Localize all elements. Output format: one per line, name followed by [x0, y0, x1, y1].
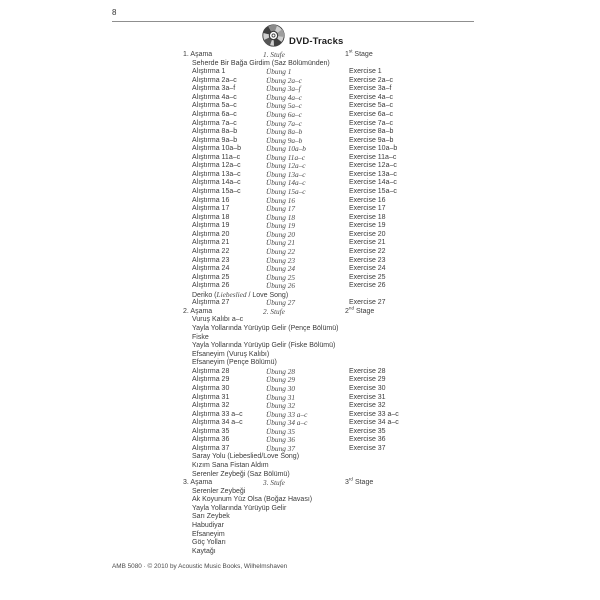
track-row: [183, 299, 399, 308]
track-row: [183, 522, 399, 531]
track-row: [183, 316, 399, 325]
track-title-tr: Alıştırma 11a–c: [192, 153, 241, 161]
track-title-de: [263, 531, 345, 540]
stage-title-de: 2. Stufe: [263, 306, 285, 316]
track-title-en: Exercise 34 a–c: [349, 419, 399, 427]
track-title-en: Exercise 3a–f: [349, 85, 392, 93]
track-title-en: [345, 453, 349, 462]
track-title-en: Exercise 15a–c: [349, 188, 397, 195]
track-title-tr: Alıştırma 25: [192, 273, 230, 281]
track-title-en: Exercise 27: [349, 299, 386, 307]
track-title-de: Übung 24: [266, 264, 295, 274]
track-title-tr: Yayla Yollarında Yürüyüp Gelir (Fiske Bölümü): [192, 342, 336, 350]
track-title-de: Übung 37: [266, 443, 295, 453]
track-title-tr: Serenler Zeybeği (Saz Bölümü): [192, 470, 290, 478]
track-title-de: Übung 3a–f: [266, 84, 301, 94]
dvd-tracks-table: [183, 48, 399, 556]
track-title-de: Übung 9a–b: [266, 135, 303, 145]
track-title-tr: Alıştırma 9a–b: [192, 136, 238, 144]
track-title-en: [345, 334, 349, 343]
track-title-en: Exercise 25: [349, 273, 386, 281]
track-title-de: [263, 453, 345, 462]
track-row: [183, 488, 399, 497]
footer-imprint: AMB 5080 · © 2010 by Acoustic Music Books, Wilhelmshaven: [112, 563, 288, 570]
track-title-en: Exercise 18: [349, 213, 386, 221]
stage-title-tr: 3. Aşama: [183, 479, 213, 487]
track-title-en: Exercise 20: [349, 230, 386, 238]
track-title-tr: Kaytağı: [192, 547, 216, 555]
track-title-tr: Alıştırma 10a–b: [192, 145, 242, 153]
track-title-tr: Alıştırma 23: [192, 256, 230, 264]
track-title-tr: Alıştırma 14a–c: [192, 179, 241, 187]
track-row: [183, 539, 399, 548]
track-title-de: Übung 4a–c: [266, 92, 302, 102]
track-title-de: Übung 26: [266, 281, 295, 291]
track-title-en: Exercise 9a–b: [349, 136, 394, 144]
track-title-de: Übung 33 a–c: [266, 409, 308, 419]
track-title-tr: Alıştırma 22: [192, 247, 230, 255]
track-row: [183, 325, 399, 334]
track-title-tr: Serenler Zeybeği: [192, 487, 246, 495]
track-title-de: [263, 548, 345, 557]
track-title-en: Exercise 28: [349, 367, 386, 375]
track-title-de: [263, 462, 345, 471]
track-row: [183, 453, 399, 462]
track-title-de: [263, 513, 345, 522]
track-title-tr: Alıştırma 36: [192, 436, 230, 444]
track-title-de: [263, 496, 345, 505]
track-title-en: [345, 342, 349, 351]
track-title-tr: Alıştırma 2a–c: [192, 76, 237, 84]
track-title-de: Übung 19: [266, 221, 295, 231]
track-title-de: Übung 27: [266, 298, 295, 308]
track-title-tr: Alıştırma 24: [192, 265, 230, 273]
track-title-tr: Alıştırma 34 a–c: [192, 419, 243, 427]
track-title-de: Übung 17: [266, 204, 295, 214]
track-title-en: Exercise 5a–c: [349, 102, 393, 110]
stage-header-row: [183, 305, 399, 317]
track-title-tr: Alıştırma 28: [192, 367, 230, 375]
track-title-en: Exercise 36: [349, 436, 386, 444]
track-title-de: Übung 32: [266, 401, 295, 411]
track-title-de: [263, 539, 345, 548]
track-title-de: Übung 10a–b: [266, 144, 306, 154]
track-title-de: Übung 31: [266, 392, 295, 402]
track-title-en: Exercise 6a–c: [349, 110, 393, 118]
track-title-de: Übung 30: [266, 383, 295, 393]
track-title-de: Übung 5a–c: [266, 101, 302, 111]
track-title-tr: Alıştırma 13a–c: [192, 170, 241, 178]
track-title-en: Exercise 13a–c: [349, 170, 397, 178]
track-title-de: Übung 23: [266, 255, 295, 265]
track-title-en: Exercise 10a–b: [349, 145, 398, 153]
track-title-tr: Alıştırma 6a–c: [192, 110, 237, 118]
track-title-en: Exercise 35: [349, 427, 386, 435]
track-row: [183, 282, 399, 291]
track-title-tr: Alıştırma 33 a–c: [192, 410, 243, 418]
track-title-tr: Alıştırma 12a–c: [192, 162, 241, 170]
track-title-tr: Sarı Zeybek: [192, 513, 230, 521]
track-title-tr: Alıştırma 27: [192, 299, 230, 307]
track-title-tr: Alıştırma 37: [192, 444, 230, 452]
track-title-en: Exercise 21: [349, 239, 386, 247]
dvd-disc-icon: [260, 22, 287, 49]
track-row: [183, 462, 399, 471]
track-row: [183, 505, 399, 514]
track-title-en: Exercise 29: [349, 376, 386, 384]
track-title-en: Exercise 8a–b: [349, 128, 394, 136]
stage-title-tr: 2. Aşama: [183, 307, 213, 315]
stage-title-de: 3. Stufe: [263, 478, 285, 488]
dvd-tracks-header: [260, 22, 343, 49]
track-title-en: [345, 531, 349, 540]
track-row: [183, 445, 399, 454]
track-title-en: Exercise 2a–c: [349, 76, 393, 84]
track-row: [183, 548, 399, 557]
track-title-de: Übung 18: [266, 212, 295, 222]
track-title-tr: Seherde Bir Bağa Girdim (Saz Bölümünden): [192, 59, 330, 67]
track-title-de: Übung 14a–c: [266, 178, 306, 188]
track-title-de: Übung 8a–b: [266, 127, 303, 137]
track-title-tr: Alıştırma 17: [192, 205, 230, 213]
track-title-en: Exercise 33 a–c: [349, 410, 399, 418]
track-title-de: Übung 1: [266, 67, 292, 77]
track-title-tr: Saray Yolu (Liebeslied/Love Song): [192, 453, 300, 461]
track-title-de: [263, 316, 345, 325]
track-title-tr: Alıştırma 18: [192, 213, 230, 221]
track-title-de: [263, 342, 345, 351]
track-title-en: Exercise 30: [349, 384, 386, 392]
track-title-de: [263, 522, 345, 531]
track-title-en: Exercise 17: [349, 205, 386, 213]
track-title-de: [263, 488, 345, 497]
track-title-en: Exercise 14a–c: [349, 179, 397, 187]
track-title-de: Übung 21: [266, 238, 295, 248]
track-row: [183, 342, 399, 351]
track-title-en: Exercise 22: [349, 247, 386, 255]
track-title-en: Exercise 32: [349, 402, 386, 410]
track-row: [183, 513, 399, 522]
track-title-de: [263, 351, 345, 360]
track-title-en: Exercise 12a–c: [349, 162, 397, 170]
track-title-en: [345, 462, 349, 471]
track-title-tr: Yayla Yollarında Yürüyüp Gelir (Pençe Bölümü): [192, 325, 339, 332]
track-title-en: Exercise 16: [349, 196, 386, 204]
track-title-tr: Yayla Yollarında Yürüyüp Gelir: [192, 504, 287, 512]
track-title-de: Übung 29: [266, 375, 295, 385]
track-title-tr: Alıştırma 16: [192, 196, 230, 204]
track-title-tr: Göç Yolları: [192, 539, 226, 547]
track-title-tr: Alıştırma 1: [192, 68, 226, 76]
track-title-tr: Habudiyar: [192, 521, 224, 529]
stage-title-en: 3rd Stage: [345, 476, 374, 487]
track-title-en: [345, 505, 349, 514]
track-title-tr: Alıştırma 21: [192, 239, 230, 247]
track-title-tr: Vuruş Kalıbı a–c: [192, 316, 244, 324]
track-title-tr: Alıştırma 20: [192, 230, 230, 238]
track-title-tr: Alıştırma 7a–c: [192, 119, 237, 127]
stage-title-tr: 1. Aşama: [183, 51, 213, 58]
track-title-tr: Alıştırma 15a–c: [192, 188, 241, 195]
track-title-tr: Alıştırma 8a–b: [192, 128, 238, 136]
track-title-de: [263, 334, 345, 343]
track-row: [183, 531, 399, 540]
track-title-de: Übung 12a–c: [266, 161, 306, 171]
track-title-de: Übung 20: [266, 229, 295, 239]
track-title-de: [263, 505, 345, 514]
track-title-de: Übung 35: [266, 426, 295, 436]
track-title-en: [345, 325, 349, 334]
track-title-en: [345, 488, 349, 497]
track-row: [183, 351, 399, 360]
track-title-tr: Ak Koyunum Yüz Olsa (Boğaz Havası): [192, 496, 313, 504]
track-title-tr: Alıştırma 30: [192, 384, 230, 392]
track-title-de: Übung 15a–c: [266, 187, 306, 196]
track-title-de: Übung 11a–c: [266, 152, 305, 162]
track-title-tr: Fiske: [192, 333, 209, 341]
track-title-en: [345, 522, 349, 531]
track-title-en: Exercise 4a–c: [349, 93, 393, 101]
track-title-tr: Alıştırma 31: [192, 393, 230, 401]
stage-title-en: 2nd Stage: [345, 305, 375, 315]
track-title-de: Übung 22: [266, 246, 295, 256]
track-title-tr: Efsaneyim (Vuruş Kalıbı): [192, 350, 270, 358]
track-title-tr: Efsaneyim: [192, 530, 225, 538]
track-title-en: Exercise 19: [349, 222, 386, 230]
track-title-en: Exercise 7a–c: [349, 119, 393, 127]
track-title-en: [345, 513, 349, 522]
page-number: 8: [112, 8, 117, 17]
track-title-en: Exercise 11a–c: [349, 153, 397, 161]
track-title-de: Übung 2a–c: [266, 75, 302, 85]
track-title-en: [345, 496, 349, 505]
page-title: DVD-Tracks: [289, 36, 344, 47]
track-title-tr: Efsaneyim (Pençe Bölümü): [192, 359, 277, 367]
track-title-de: Übung 16: [266, 195, 295, 205]
track-title-en: [345, 548, 349, 557]
track-title-en: [345, 291, 349, 300]
track-title-en: Exercise 26: [349, 282, 386, 290]
track-row: [183, 334, 399, 343]
track-title-en: Exercise 23: [349, 256, 386, 264]
track-title-en: [345, 351, 349, 360]
track-title-en: [345, 316, 349, 325]
track-title-de: Übung 34 a–c: [266, 418, 308, 428]
track-title-de: Übung 6a–c: [266, 109, 302, 119]
track-title-tr: Alıştırma 26: [192, 282, 230, 290]
stage-title-de: 1. Stufe: [263, 50, 285, 59]
stage-header-row: [183, 48, 399, 60]
track-title-tr: Kızım Sana Fistan Aldım: [192, 462, 269, 469]
track-title-en: Exercise 24: [349, 265, 386, 273]
track-title-de: Übung 13a–c: [266, 169, 306, 179]
track-title-de: Übung 36: [266, 435, 295, 445]
track-title-tr: Alıştırma 32: [192, 402, 230, 410]
track-title-en: [345, 539, 349, 548]
track-title-tr: Deriko (Liebeslied / Love Song): [192, 289, 289, 299]
stage-header-row: [183, 476, 399, 488]
track-title-en: Exercise 37: [349, 444, 386, 452]
track-title-tr: Alıştırma 29: [192, 376, 230, 384]
track-title-tr: Alıştırma 4a–c: [192, 93, 237, 101]
track-title-en: [345, 359, 349, 368]
track-title-de: Übung 25: [266, 272, 295, 282]
track-title-de: Übung 7a–c: [266, 118, 302, 128]
track-title-tr: Alıştırma 5a–c: [192, 102, 237, 110]
track-title-de: Übung 28: [266, 366, 295, 376]
track-title-en: Exercise 31: [349, 393, 386, 401]
stage-title-en: 1st Stage: [345, 48, 373, 58]
track-row: [183, 496, 399, 505]
track-title-tr: Alıştırma 35: [192, 427, 230, 435]
track-title-en: Exercise 1: [349, 68, 382, 76]
track-row: [183, 471, 399, 480]
track-title-tr: Alıştırma 19: [192, 222, 230, 230]
track-title-de: [263, 325, 345, 334]
track-title-en: [345, 60, 349, 69]
track-title-tr: Alıştırma 3a–f: [192, 85, 236, 93]
